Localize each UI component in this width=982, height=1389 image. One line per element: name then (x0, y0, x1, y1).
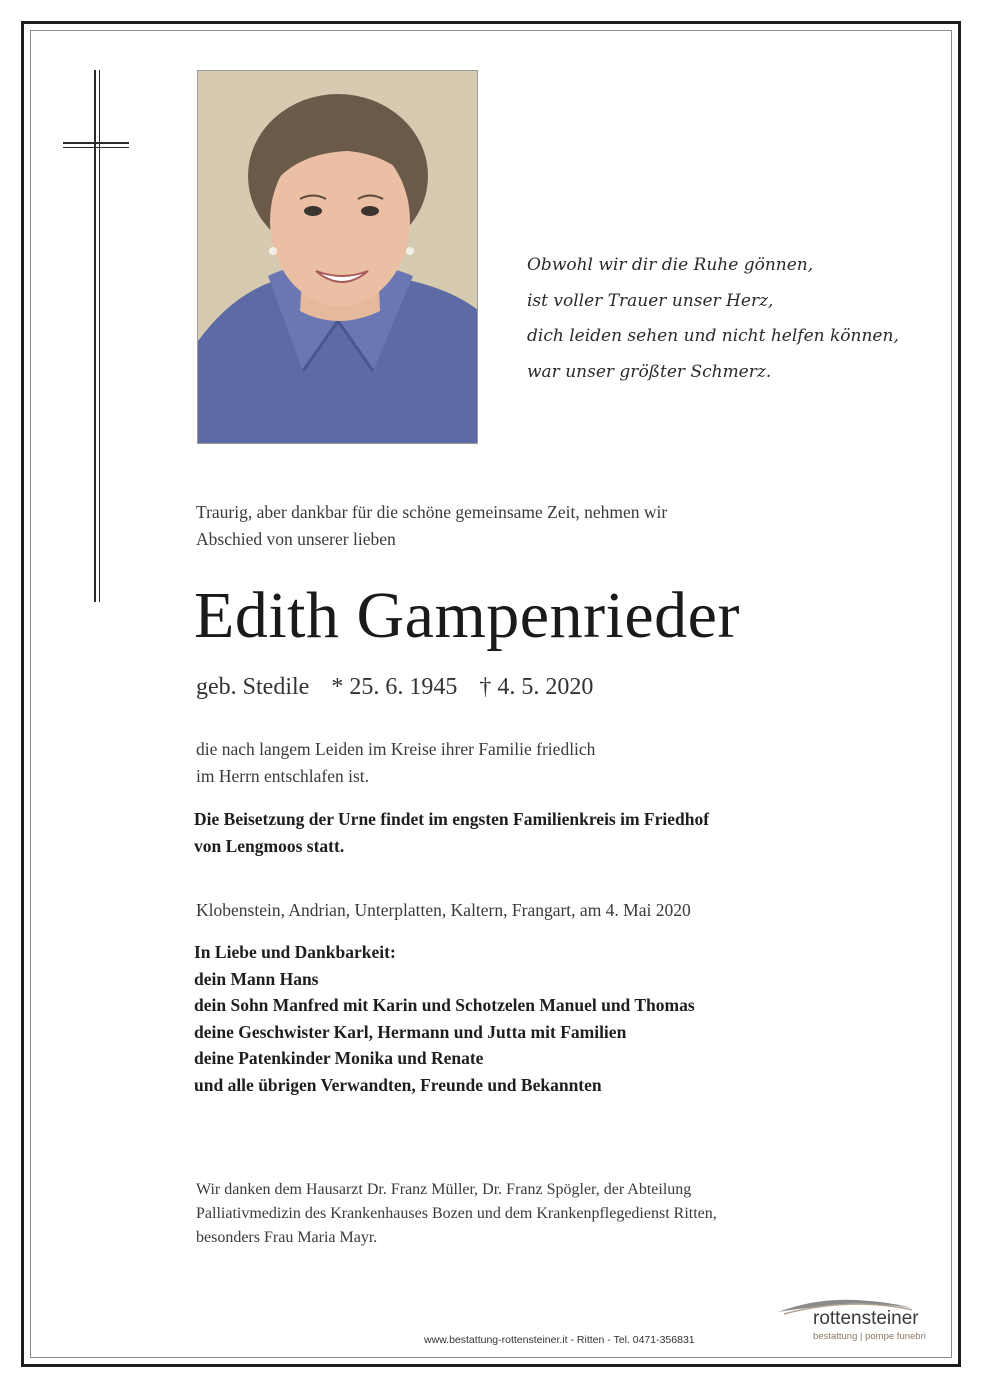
mourners-line: dein Mann Hans (194, 968, 319, 989)
passing-text (196, 736, 595, 790)
intro-line: Traurig, aber dankbar für die schöne gemeinsame Zeit, nehmen wir (196, 502, 668, 522)
thanks-text (196, 1178, 717, 1250)
cross-vertical-bar-thin (99, 70, 100, 602)
intro-line: Abschied von unserer lieben (196, 529, 396, 549)
cross-vertical-bar (94, 70, 96, 602)
burial-notice (194, 806, 709, 860)
poem-line: dich leiden sehen und nicht helfen können, (527, 326, 899, 346)
portrait-illustration (198, 71, 478, 444)
cross-horizontal-bar-thin (63, 147, 129, 148)
passing-line: im Herrn entschlafen ist. (196, 766, 370, 786)
passing-line: die nach langem Leiden im Kreise ihrer Familie friedlich (196, 739, 596, 759)
footer-contact: www.bestattung-rottensteiner.it - Ritten - Tel. 0471-356831 (424, 1334, 695, 1346)
intro-text (196, 499, 756, 553)
thanks-line: Wir danken dem Hausarzt Dr. Franz Müller, Dr. Franz Spögler, der Abteilung (196, 1181, 692, 1198)
mourners-line: In Liebe und Dankbarkeit: (194, 942, 396, 962)
mourners-line: und alle übrigen Verwandten, Freunde und Bekannten (194, 1074, 602, 1095)
deceased-name: Edith Gampenrieder (194, 579, 740, 652)
mourners-line: deine Patenkinder Monika und Renate (194, 1048, 484, 1069)
burial-line: von Lengmoos statt. (194, 836, 345, 856)
portrait-photo (197, 70, 478, 444)
birth-date: * 25. 6. 1945 (331, 674, 458, 700)
logo-subtitle: bestattung | pompe funebri (813, 1331, 926, 1342)
mourners-list (194, 939, 695, 1099)
place-and-date: Klobenstein, Andrian, Unterplatten, Kaltern, Frangart, am 4. Mai 2020 (196, 900, 691, 920)
cross-horizontal-bar (63, 142, 129, 144)
maiden-name: geb. Stedile (196, 674, 310, 700)
mourners-line: dein Sohn Manfred mit Karin und Schotzelen Manuel und Thomas (194, 995, 695, 1016)
death-date: † 4. 5. 2020 (479, 674, 594, 700)
memorial-poem (527, 248, 899, 390)
burial-line: Die Beisetzung der Urne findet im engsten Familienkreis im Friedhof (194, 809, 710, 829)
poem-line: Obwohl wir dir die Ruhe gönnen, (527, 255, 814, 275)
poem-line: war unser größter Schmerz. (527, 361, 772, 382)
company-logo (776, 1296, 936, 1348)
logo-name: rottensteiner (813, 1308, 919, 1329)
mourners-line: deine Geschwister Karl, Hermann und Jutta mit Familien (194, 1021, 627, 1042)
poem-line: ist voller Trauer unser Herz, (527, 290, 774, 311)
thanks-line: Palliativmedizin des Krankenhauses Bozen und dem Krankenpflegedienst Ritten, (196, 1205, 717, 1222)
thanks-line: besonders Frau Maria Mayr. (196, 1229, 378, 1246)
life-dates (196, 672, 593, 702)
